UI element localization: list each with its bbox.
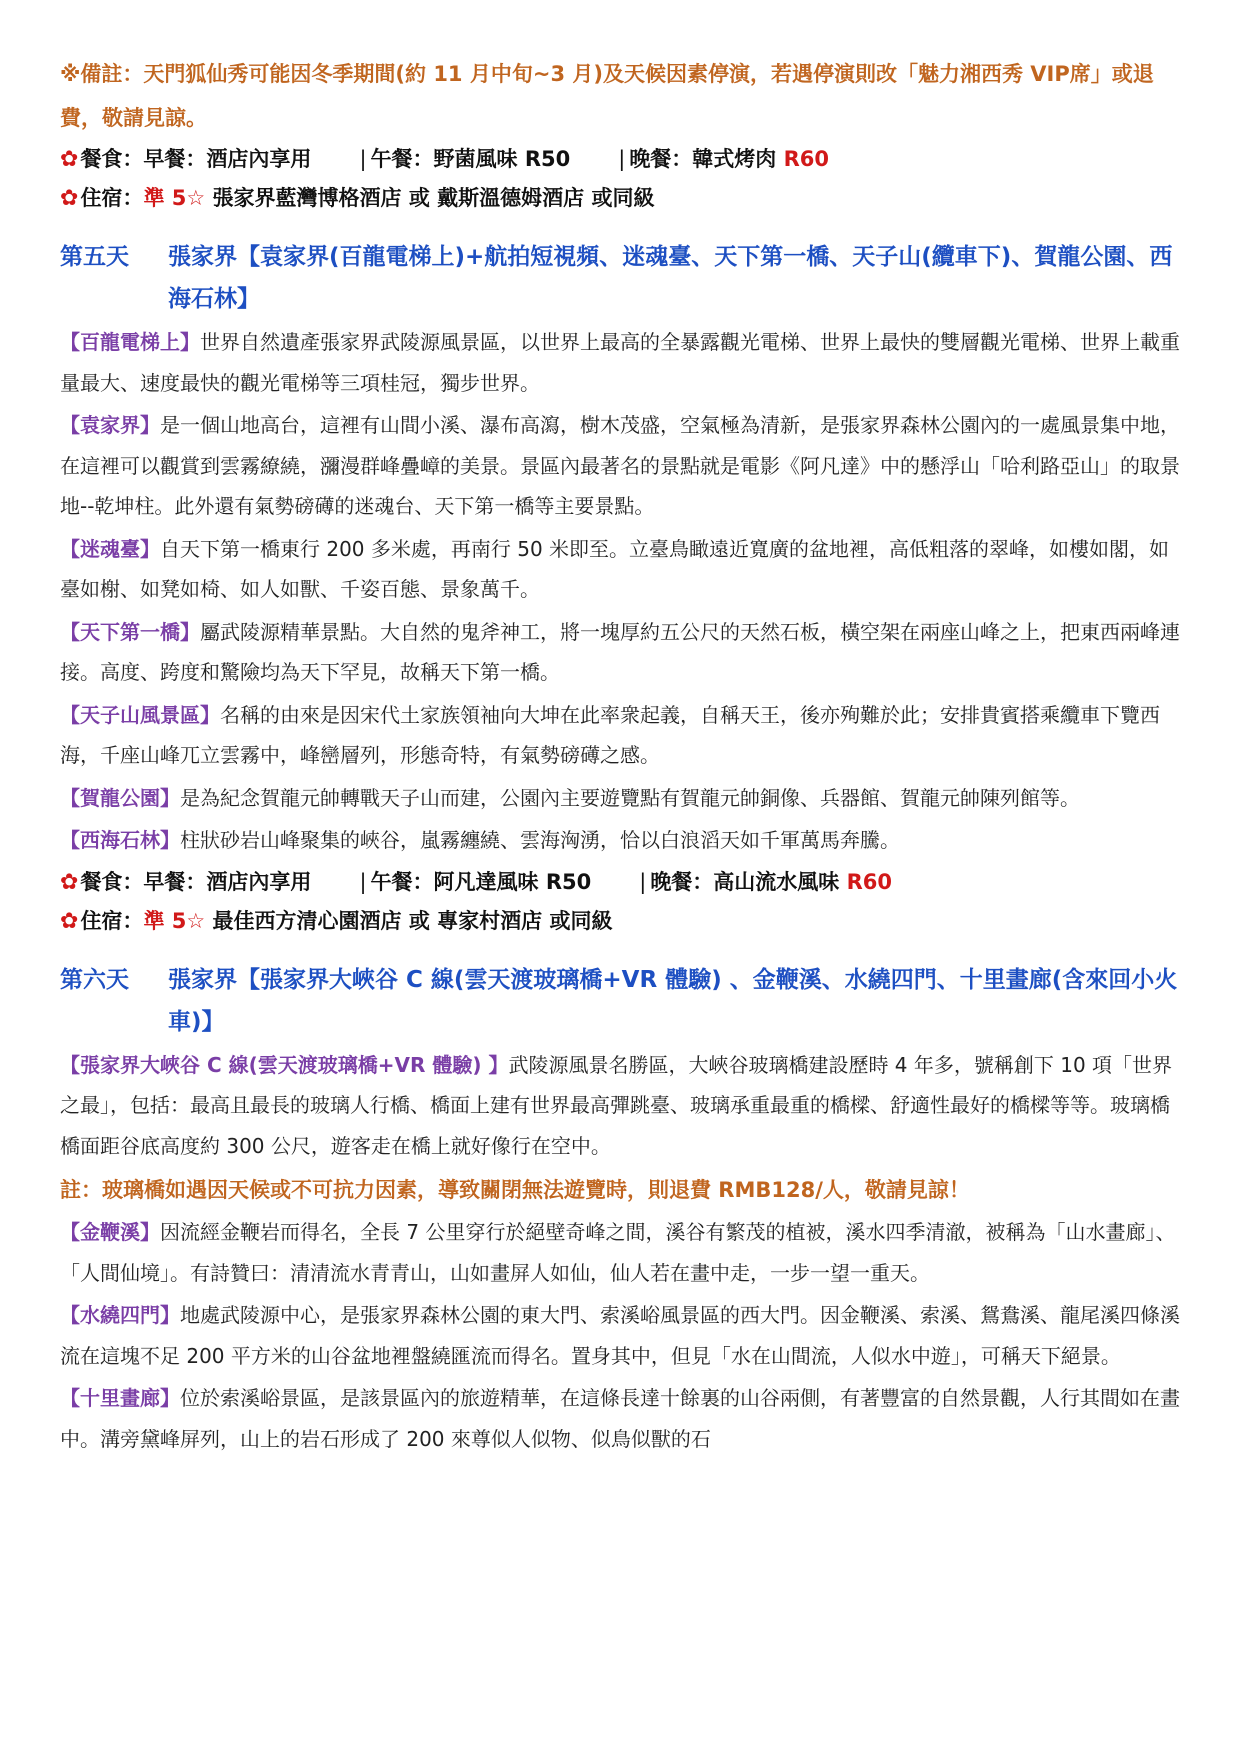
section-text: 世界自然遺產張家界武陵源風景區，以世界上最高的全暴露觀光電梯、世界上最快的雙層觀光電梯、世界上載重量最大、速度最快的觀光電梯等三項桂冠，獨步世界。 [60,330,1180,395]
day5-label: 第五天 [60,244,129,270]
day5-section [60,778,1185,819]
day4-stay [60,179,1185,218]
meal-dinner-price: R60 [783,147,830,171]
flower-icon: ✿ [60,186,79,211]
day5-section [60,322,1185,403]
day5-section [60,820,1185,861]
section-tag: 【天子山風景區】 [60,702,220,727]
divider: | [618,147,626,171]
divider: | [639,869,647,894]
day4-note: ※備註：天門狐仙秀可能因冬季期間(約 11 月中旬~3 月)及天候因素停演，若遇停演則改「魅力湘西秀 VIP席」或退費，敬請見諒。 [60,62,1154,130]
day5-section [60,612,1185,693]
section-tag: 【天下第一橋】 [60,619,200,644]
flower-icon: ✿ [60,908,79,934]
section-tag: 【張家界大峽谷 C 線(雲天渡玻璃橋+VR 體驗) 】 [60,1052,509,1077]
section-text: 屬武陵源精華景點。大自然的鬼斧神工，將一塊厚約五公尺的天然石板，橫空架在兩座山峰之上，把東西兩峰連接。高度、跨度和驚險均為天下罕見，故稱天下第一橋。 [60,619,1180,684]
divider: | [359,869,367,894]
section-text: 是一個山地高台，這裡有山間小溪、瀑布高瀉，樹木茂盛，空氣極為清新，是張家界森林公園內的一處風景集中地，在這裡可以觀賞到雲霧繚繞，瀰漫群峰疊嶂的美景。景區內最著名的景點就是電影《阿凡達》中的懸浮山「哈利路亞山」的取景地--乾坤柱。此外還有氣勢磅礡的迷魂台、天下第一橋等主要景點。 [60,413,1180,518]
meal-dinner-price: R60 [846,869,893,894]
flower-icon: ✿ [60,869,79,895]
section-text: 武陵源風景名勝區，大峽谷玻璃橋建設歷時 4 年多，號稱創下 10 項「世界之最」，包括：最高且最長的玻璃人行橋、橋面上建有世界最高彈跳臺、玻璃承重最重的橋樑、舒適性最好的橋樑等等。玻璃橋橋面距谷底高度約 300 公尺，遊客走在橋上就好像行在空中。 [60,1052,1173,1158]
meal-lunch: 午餐：阿凡達風味 R50 [370,869,592,894]
divider: | [359,147,367,171]
stay-hotels: 張家界藍灣博格酒店 或 戴斯溫德姆酒店 或同級 [205,186,655,210]
section-text: 位於索溪峪景區，是該景區內的旅遊精華，在這條長達十餘裏的山谷兩側，有著豐富的自然景觀，人行其間如在畫中。溝旁黛峰屏列，山上的岩石形成了 200 來尊似人似物、似鳥似獸的石 [60,1386,1180,1451]
section-text: 名稱的由來是因宋代土家族領袖向大坤在此率衆起義，自稱天王，後亦殉難於此；安排貴賓搭乘纜車下覽西海，千座山峰兀立雲霧中，峰巒層列，形態奇特，有氣勢磅礡之感。 [60,702,1160,767]
star-icon: ☆ [186,908,206,933]
meal-dinner: 晚餐：高山流水風味 [650,869,847,894]
day6-section [60,1212,1185,1293]
day5-stay [60,902,1185,941]
stay-hotels: 最佳西方清心園酒店 或 專家村酒店 或同級 [205,908,613,933]
section-text: 是為紀念賀龍元帥轉戰天子山而建，公園內主要遊覽點有賀龍元帥銅像、兵器館、賀龍元帥陳列館等。 [180,785,1080,810]
day6-section [60,1378,1185,1459]
day6-heading [60,959,1185,1043]
section-text: 自天下第一橋東行 200 多米處，再南行 50 米即至。立臺鳥瞰遠近寬廣的盆地裡，高低粗落的翠峰，如樓如閣，如臺如榭、如凳如椅、如人如獸、千姿百態、景象萬千。 [60,536,1170,601]
section-tag: 【十里畫廊】 [60,1386,180,1410]
meal-dinner: 晚餐：韓式烤肉 [629,147,784,171]
section-text: 因流經金鞭岩而得名，全長 7 公里穿行於絕壁奇峰之間，溪谷有繁茂的植被，溪水四季清澈，被稱為「山水畫廊」、「人間仙境」。有詩贊曰：清清流水青青山，山如畫屏人如仙，仙人若在畫中走，一步一望一重天。 [60,1220,1176,1285]
day5-section [60,695,1185,776]
meal-breakfast: 餐食：早餐：酒店內享用 [80,147,312,171]
section-text: 地處武陵源中心，是張家界森林公園的東大門、索溪峪風景區的西大門。因金鞭溪、索溪、鴛鴦溪、龍尾溪四條溪流在這塊不足 200 平方米的山谷盆地裡盤繞匯流而得名。置身其中，但見「水在山間流，人似水中遊」，可稱天下絕景。 [60,1303,1180,1368]
stay-label: 住宿： [80,908,144,933]
day6-section [60,1295,1185,1376]
day6-title: 張家界【張家界大峽谷 C 線(雲天渡玻璃橋+VR 體驗) 、金鞭溪、水繞四門、十里畫廊(含來回小火車)】 [168,966,1178,1035]
flower-icon: ✿ [60,147,79,172]
day6-note: 註：玻璃橋如遇因天候或不可抗力因素，導致關閉無法遊覽時，則退費 RMB128/人，敬請見諒！ [60,1178,970,1202]
day5-section [60,529,1185,610]
section-tag: 【西海石林】 [60,828,180,852]
stay-label: 住宿： [80,186,144,210]
stay-grade: 準 5 [143,908,187,933]
section-tag: 【水繞四門】 [60,1303,180,1327]
meal-lunch: 午餐：野菌風味 R50 [370,147,571,171]
day5-title: 張家界【袁家界(百龍電梯上)+航拍短視頻、迷魂臺、天下第一橋、天子山(纜車下)、賀龍公園、西海石林】 [168,244,1173,312]
star-icon: ☆ [186,186,206,210]
day6-section [60,1045,1185,1167]
day5-meals [60,863,1185,902]
meal-breakfast: 餐食：早餐：酒店內享用 [80,869,312,894]
day5-heading [60,236,1185,320]
day5-section [60,405,1185,527]
section-tag: 【賀龍公園】 [60,785,180,810]
section-tag: 【百龍電梯上】 [60,330,200,354]
section-tag: 【袁家界】 [60,413,160,437]
section-tag: 【金鞭溪】 [60,1220,160,1244]
day4-meals [60,140,1185,179]
day6-label: 第六天 [60,966,129,993]
stay-grade: 準 5 [143,186,187,210]
section-text: 柱狀砂岩山峰聚集的峽谷，嵐霧纏繞、雲海洶湧，恰以白浪滔天如千軍萬馬奔騰。 [180,828,900,852]
section-tag: 【迷魂臺】 [60,536,160,561]
